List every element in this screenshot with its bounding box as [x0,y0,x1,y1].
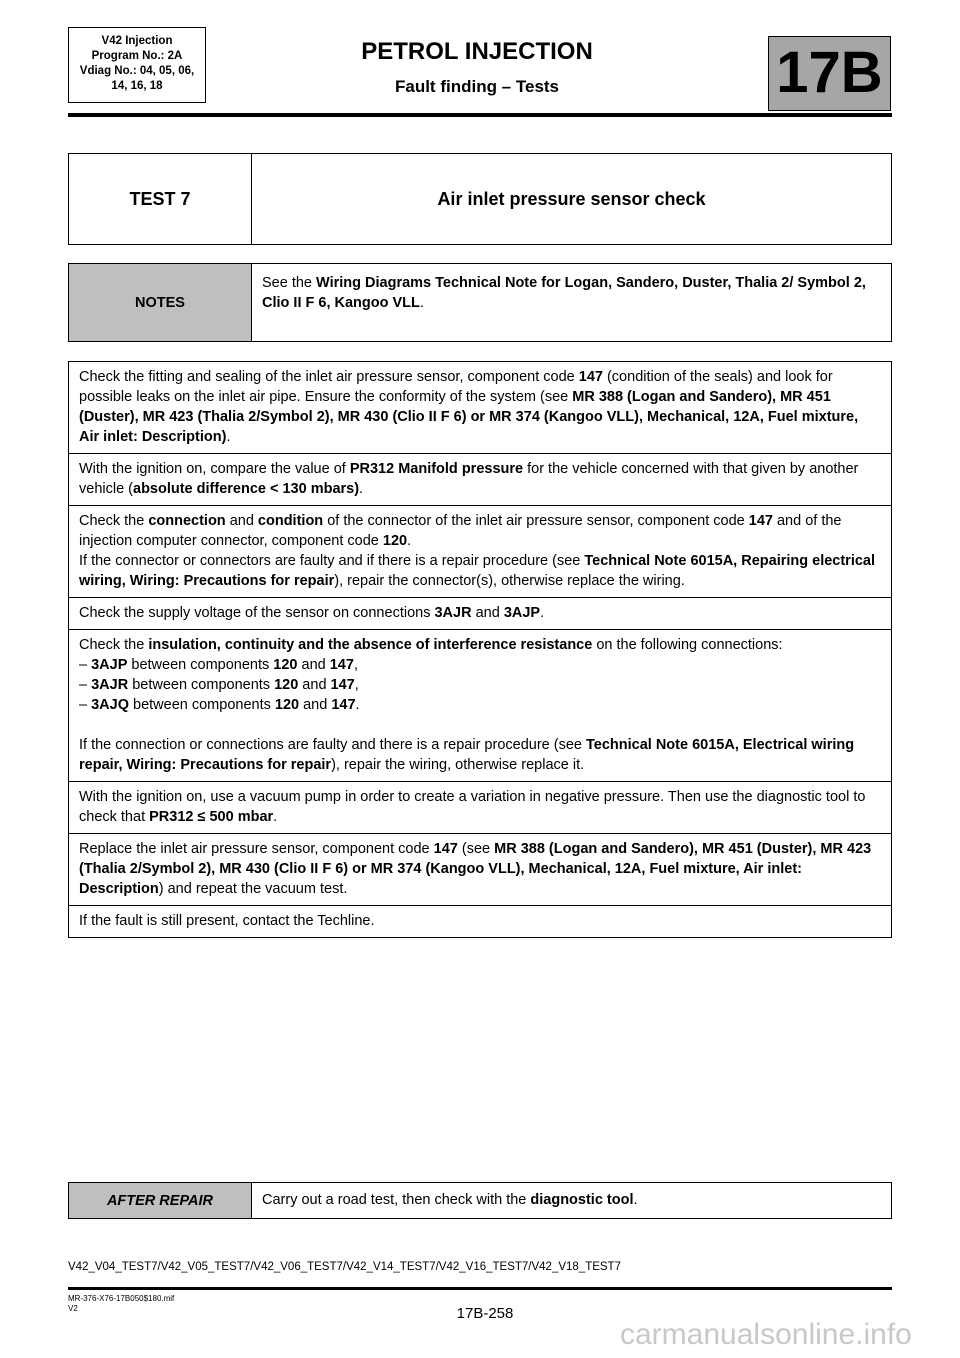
step-paragraph [79,675,881,695]
text: (condition of the seals) and look for possible leaks on the inlet air pipe. Ensure the conformity of the system (see [79,369,833,405]
text: on the following connections: [592,637,783,653]
text: With the ignition on, use a vacuum pump in order to create a variation in negative pressure. Then use the diagnostic tool to check that [79,789,866,825]
step-paragraph [79,635,881,655]
bold-text: 3AJP [503,605,541,621]
text: ), repair the wiring, otherwise replace it. [331,757,585,773]
text: . [273,809,278,825]
text: If the connection or connections are faulty and there is a repair procedure (see [79,737,586,753]
watermark: carmanualsonline.info [620,1318,912,1351]
step-paragraph [79,787,881,827]
bold-text: 147 [329,657,354,673]
bold-text: condition [257,513,324,529]
text: and [471,605,504,621]
step-row [69,505,891,597]
text: (see [457,841,495,857]
info-line: V42 Injection [101,35,173,47]
bold-text: Wiring Diagrams Technical Note for Logan, Sandero, Duster, Thalia 2/ Symbol 2, Clio II F 6, Kangoo VLL [262,275,866,311]
text: Replace the inlet air pressure sensor, component code [79,841,434,857]
text: ) and repeat the vacuum test. [158,881,348,897]
text: for the vehicle concerned with that given by another vehicle ( [79,461,859,497]
text: Check the fitting and sealing of the inlet air pressure sensor, component code [79,369,579,385]
text: . [407,533,412,549]
page-subtitle: Fault finding – Tests [394,77,560,96]
text: and [225,513,258,529]
bold-text: Technical Note 6015A, Electrical wiring repair, Wiring: Precautions for repair [79,737,855,773]
footer-version: V2 [68,1304,78,1313]
step-paragraph [79,459,881,499]
after-repair-label: AFTER REPAIR [69,1183,252,1218]
bold-text: 147 [331,697,356,713]
info-line: 14, 16, 18 [111,80,163,92]
text: between components [127,657,274,673]
step-paragraph [79,367,881,447]
text: . [540,605,545,621]
notes-box [68,263,892,342]
bold-text: 120 [274,697,300,713]
after-repair-text [252,1183,891,1218]
test-number: TEST 7 [69,154,252,244]
notes-text [252,264,891,341]
bold-text: 147 [330,677,355,693]
text: and [298,677,331,693]
bold-text: PR312 ≤ 500 mbar [149,809,274,825]
bold-text: 120 [382,533,408,549]
text: , [353,657,358,673]
header-rule [68,113,892,117]
text: Check the [79,513,149,529]
footer-file: MR-376-X76-17B050$180.mif [68,1294,175,1303]
text: With the ignition on, compare the value of [79,461,350,477]
bold-text: 120 [273,657,298,673]
text: If the fault is still present, contact the Techline. [79,913,375,929]
text: and [299,697,332,713]
bold-text: connection [148,513,226,529]
text: and of the injection computer connector, component code [79,513,842,549]
info-line: Program No.: 2A [91,50,183,62]
after-repair-box [68,1182,892,1219]
section-code: 17B [768,36,891,111]
bold-text: diagnostic tool [530,1192,634,1208]
footer-rule [68,1287,892,1290]
step-row [69,362,891,453]
text: , [354,677,359,693]
text: See the [262,275,317,291]
bold-text: Technical Note 6015A, Repairing electrical wiring, Wiring: Precautions for repair [79,553,876,589]
test-header [68,153,892,245]
page-number: 17B-258 [456,1305,514,1322]
step-paragraph [79,839,881,899]
step-paragraph [79,695,881,715]
step-paragraph [79,603,881,623]
page-title: PETROL INJECTION [361,38,593,65]
step-paragraph [79,655,881,675]
bold-text: 3AJP [91,657,128,673]
bold-text: insulation, continuity and the absence of interference resistance [148,637,593,653]
text: If the connector or connectors are faulty and if there is a repair procedure (see [79,553,585,569]
text: . [359,481,364,497]
step-row [69,781,891,833]
text: of the connector of the inlet air pressure sensor, component code [323,513,749,529]
text: . [633,1192,638,1208]
step-paragraph [79,551,881,591]
text: – [79,677,92,693]
step-row [69,453,891,505]
text: . [226,429,231,445]
text: Check the supply voltage of the sensor on connections [79,605,435,621]
text: ), repair the connector(s), otherwise replace the wiring. [334,573,685,589]
step-paragraph [79,511,881,551]
bold-text: 147 [748,513,773,529]
bold-text: 147 [578,369,603,385]
bold-text: MR 388 (Logan and Sandero), MR 451 (Duster), MR 423 (Thalia 2/Symbol 2), MR 430 (Clio II F 6) or MR 374 (Kangoo VLL), Mechanical, 12A, Fuel mixture, Air inlet: Description) [79,389,859,445]
text: Check the [79,637,149,653]
step-paragraph [79,735,881,775]
text: . [419,295,424,311]
bold-text: 120 [274,677,299,693]
bold-text: MR 388 (Logan and Sandero), MR 451 (Duster), MR 423 (Thalia 2/Symbol 2), MR 430 (Clio II F 6) or MR 374 (Kangoo VLL), Mechanical, 12A, Fuel mixture, Air inlet: Description [79,841,872,897]
step-row [69,833,891,905]
step-row [69,597,891,629]
bold-text: absolute difference < 130 mbars) [133,481,360,497]
text: between components [128,697,275,713]
text: Carry out a road test, then check with the [262,1192,531,1208]
bold-text: 147 [433,841,458,857]
step-paragraph [79,715,881,735]
info-line: Vdiag No.: 04, 05, 06, [79,65,195,77]
text: – [79,657,92,673]
text: – [79,697,92,713]
bold-text: 3AJR [434,605,472,621]
footer-codes: V42_V04_TEST7/V42_V05_TEST7/V42_V06_TEST7/V42_V14_TEST7/V42_V16_TEST7/V42_V18_TEST7 [68,1261,621,1273]
text: between components [128,677,275,693]
vehicle-info-box [68,27,206,103]
test-title: Air inlet pressure sensor check [437,188,706,209]
steps-table [68,361,892,938]
bold-text: 3AJR [91,677,129,693]
step-row [69,629,891,781]
step-paragraph [79,911,881,931]
step-row [69,905,891,937]
bold-text: PR312 Manifold pressure [349,461,524,477]
text: and [297,657,330,673]
notes-label: NOTES [69,264,252,341]
bold-text: 3AJQ [91,697,129,713]
text: . [355,697,360,713]
